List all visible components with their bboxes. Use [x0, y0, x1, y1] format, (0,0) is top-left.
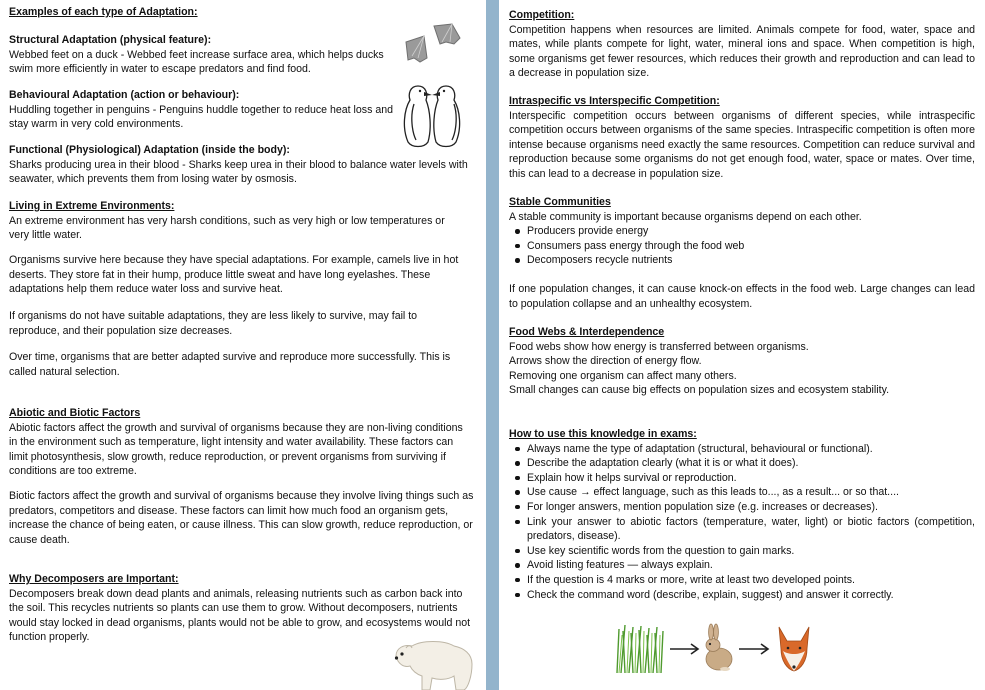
intra-heading: Intraspecific vs Interspecific Competition: [509, 95, 720, 107]
foodwebs-line: Removing one organism can affect many others. [509, 369, 737, 382]
exams-list [509, 442, 975, 603]
behavioural-section [9, 88, 401, 132]
behavioural-heading: Behavioural Adaptation (action or behaviour): [9, 89, 240, 101]
adaptation-title: Examples of each type of Adaptation: [9, 6, 198, 18]
left-column [0, 0, 486, 690]
list-item: Avoid listing features — always explain. [527, 558, 975, 573]
list-item: Link your answer to abiotic factors (temperature, water, light) or biotic factors (competition, predators, disease). [527, 515, 975, 543]
behavioural-text: Huddling together in penguins - Penguins huddle together to reduce heat loss and stay warm in very cold environments. [9, 103, 394, 131]
foodwebs-line: Arrows show the direction of energy flow. [509, 355, 702, 368]
list-item: Use cause → effect language, such as this leads to..., as a result... or so that.... [527, 485, 975, 500]
duck-feet-icon [400, 22, 470, 68]
extreme-section [9, 199, 469, 243]
penguins-icon [400, 80, 470, 150]
competition-heading: Competition: [509, 9, 575, 21]
structural-heading: Structural Adaptation (physical feature): [9, 34, 212, 46]
abiotic-section [9, 406, 471, 479]
list-item: Use key scientific words from the question to gain marks. [527, 544, 975, 559]
foodwebs-heading: Food Webs & Interdependence [509, 326, 665, 338]
list-item: Describe the adaptation clearly (what it is or what it does). [527, 456, 975, 471]
exams-section [509, 427, 975, 602]
foodwebs-line: Food webs show how energy is transferred between organisms. [509, 340, 809, 353]
extreme-p1: An extreme environment has very harsh conditions, such as very high or low temperatures or very little water. [9, 214, 445, 242]
list-item: If the question is 4 marks or more, write at least two developed points. [527, 573, 975, 588]
stable-section [509, 195, 975, 268]
abiotic-heading: Abiotic and Biotic Factors [9, 407, 141, 419]
stable-list [509, 224, 975, 268]
exams-heading: How to use this knowledge in exams: [509, 428, 697, 440]
column-divider [486, 0, 499, 690]
foodwebs-line: Small changes can cause big effects on population sizes and ecosystem stability. [509, 384, 890, 397]
decomposers-section [9, 572, 479, 645]
list-item: Producers provide energy [527, 224, 975, 239]
structural-section [9, 33, 401, 77]
competition-section [509, 8, 975, 81]
stable-heading: Stable Communities [509, 196, 611, 208]
list-item: Explain how it helps survival or reproduction. [527, 471, 975, 486]
functional-section [9, 143, 469, 187]
intra-text: Interspecific competition occurs between organisms of different species, while intraspecific competition occurs between organisms of the same species. Intraspecific competition is often more intense because organisms need exactly the same resources. Competition can reduce survival and reproduction because some organisms do not get enough food, water, space or mates. Over time, this can lead to a decrease in population size. [509, 109, 975, 180]
extreme-heading: Living in Extreme Environments: [9, 200, 175, 212]
food-chain-icon [613, 621, 823, 676]
list-item: Always name the type of adaptation (structural, behavioural or functional). [527, 442, 975, 457]
list-item: Check the command word (describe, explain, suggest) and answer it correctly. [527, 588, 975, 603]
extreme-p4: Over time, organisms that are better adapted survive and reproduce more successfully. This is called natural selection. [9, 351, 451, 378]
biotic-p2: Biotic factors affect the growth and survival of organisms because they involve living things such as predators, competitors and disease. These factors can limit how much food an organism gets, increase the chance of being eaten, or cause illness. This can slow growth, reduce reproduction, or cause death. [9, 490, 474, 546]
stable-outro: If one population changes, it can cause knock-on effects in the food web. Large changes can lead to population collapse and an unhealthy ecosystem. [509, 283, 975, 310]
foodwebs-section [509, 325, 975, 398]
list-item: For longer answers, mention population size (e.g. increases or decreases). [527, 500, 975, 515]
intra-section [509, 94, 975, 182]
extreme-p2: Organisms survive here because they have special adaptations. For example, camels live in hot deserts. They store fat in their hump, produce little sweat and have long eyelashes. These adaptations help them reduce water loss and survive heat. [9, 254, 459, 296]
list-item: Consumers pass energy through the food web [527, 239, 975, 254]
decomposers-text: Decomposers break down dead plants and animals, releasing nutrients such as carbon back into the soil. This recycles nutrients so plants can use them to grow. Without decomposers, nutrients would stay locked in dead organisms, plants would not be able to grow, and ecosystems would not function properly. [9, 587, 471, 644]
structural-text: Webbed feet on a duck - Webbed feet increase surface area, which helps ducks swim more efficiently in water to escape predators and find food. [9, 48, 384, 76]
competition-text: Competition happens when resources are limited. Animals compete for food, water, space and mates, while plants compete for light, water, mineral ions and space. When competition is high, some organisms get fewer resources, which reduces their growth and reproduction and can lead to a decrease in population size. [509, 23, 975, 80]
polar-bear-icon [392, 636, 478, 690]
functional-heading: Functional (Physiological) Adaptation (inside the body): [9, 144, 290, 156]
functional-text: Sharks producing urea in their blood - Sharks keep urea in their blood to balance water levels with seawater, which prevents them from losing water by osmosis. [9, 158, 468, 186]
decomposers-heading: Why Decomposers are Important: [9, 573, 179, 585]
abiotic-p1: Abiotic factors affect the growth and survival of organisms because they are non-living conditions in the environment such as temperature, light intensity and water availability. These factors can limit photosynthesis, slow growth, reduce reproduction, or prevent organisms from surviving if conditions are too extreme. [9, 421, 463, 478]
list-item: Decomposers recycle nutrients [527, 253, 975, 268]
stable-intro: A stable community is important because organisms depend on each other. [509, 210, 862, 223]
right-column [499, 0, 985, 690]
extreme-p3: If organisms do not have suitable adaptations, they are less likely to survive, may fail to reproduce, and their population size decreases. [9, 310, 418, 337]
